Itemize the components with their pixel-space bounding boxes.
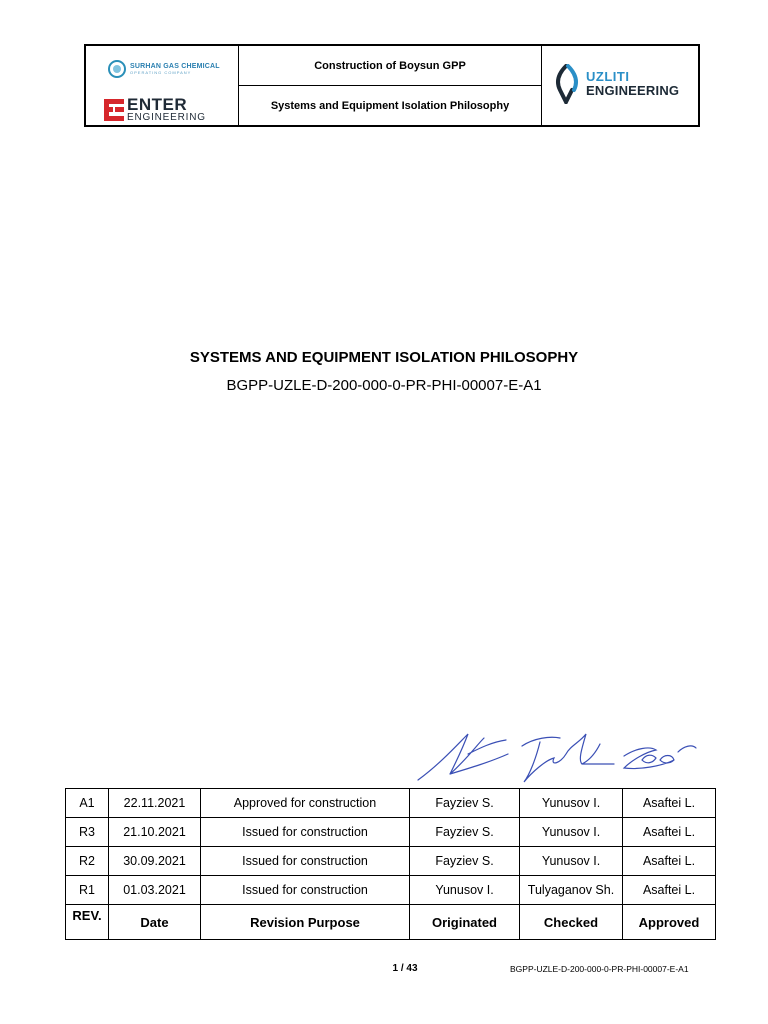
surhan-logo-subtitle: OPERATING COMPANY <box>130 70 192 75</box>
surhan-logo-name: SURHAN GAS CHEMICAL <box>130 63 220 70</box>
date-cell: 21.10.2021 <box>109 818 201 847</box>
originated-header: Originated <box>410 905 520 940</box>
page-number: 1 / 43 <box>392 963 418 974</box>
purpose-cell: Issued for construction <box>201 847 410 876</box>
approved-cell: Asaftei L. <box>623 847 716 876</box>
purpose-header: Revision Purpose <box>201 905 410 940</box>
checked-cell: Yunusov I. <box>520 818 623 847</box>
contractor-logo <box>542 46 698 125</box>
surhan-logo-icon <box>108 60 126 78</box>
header-document-title: Systems and Equipment Isolation Philosophy <box>270 99 510 112</box>
document-code: BGPP-UZLE-D-200-000-0-PR-PHI-00007-E-A1 <box>226 377 542 394</box>
purpose-cell: Issued for construction <box>201 818 410 847</box>
table-row <box>66 847 716 876</box>
originated-cell: Fayziev S. <box>410 847 520 876</box>
date-cell: 22.11.2021 <box>109 789 201 818</box>
surhan-gas-chemical-logo <box>108 60 220 78</box>
uzliti-logo-subtitle: ENGINEERING <box>586 83 680 98</box>
approval-signatures <box>410 724 710 788</box>
project-name: Construction of Boysun GPP <box>239 46 541 86</box>
date-header: Date <box>109 905 201 940</box>
enter-logo-name: ENTER <box>127 95 188 114</box>
document-header <box>84 44 700 127</box>
table-row <box>66 789 716 818</box>
originated-cell: Fayziev S. <box>410 818 520 847</box>
date-cell: 01.03.2021 <box>109 876 201 905</box>
originated-cell: Fayziev S. <box>410 789 520 818</box>
uzliti-engineering-logo <box>552 64 679 104</box>
purpose-cell: Approved for construction <box>201 789 410 818</box>
purpose-cell: Issued for construction <box>201 876 410 905</box>
originated-cell: Yunusov I. <box>410 876 520 905</box>
revision-table <box>65 788 716 940</box>
enter-logo-subtitle: ENGINEERING <box>127 112 206 123</box>
checked-cell: Yunusov I. <box>520 789 623 818</box>
uzliti-logo-icon <box>552 64 582 104</box>
enter-logo-icon <box>104 99 124 121</box>
rev-cell: R1 <box>66 876 109 905</box>
rev-cell: A1 <box>66 789 109 818</box>
rev-cell: R3 <box>66 818 109 847</box>
footer-document-code: BGPP-UZLE-D-200-000-0-PR-PHI-00007-E-A1 <box>510 964 689 974</box>
document-title: SYSTEMS AND EQUIPMENT ISOLATION PHILOSOPHY <box>189 349 579 366</box>
checked-cell: Tulyaganov Sh. <box>520 876 623 905</box>
checked-header: Checked <box>520 905 623 940</box>
table-row <box>66 876 716 905</box>
approved-cell: Asaftei L. <box>623 789 716 818</box>
table-header-row <box>66 905 716 940</box>
approved-header: Approved <box>623 905 716 940</box>
enter-engineering-logo <box>104 96 206 123</box>
checked-cell: Yunusov I. <box>520 847 623 876</box>
uzliti-logo-name: UZLITI <box>586 69 630 85</box>
rev-header: REV. <box>66 905 109 940</box>
header-titles <box>239 46 542 125</box>
table-row <box>66 818 716 847</box>
date-cell: 30.09.2021 <box>109 847 201 876</box>
approved-cell: Asaftei L. <box>623 876 716 905</box>
rev-cell: R2 <box>66 847 109 876</box>
approved-cell: Asaftei L. <box>623 818 716 847</box>
client-logos <box>86 46 239 125</box>
